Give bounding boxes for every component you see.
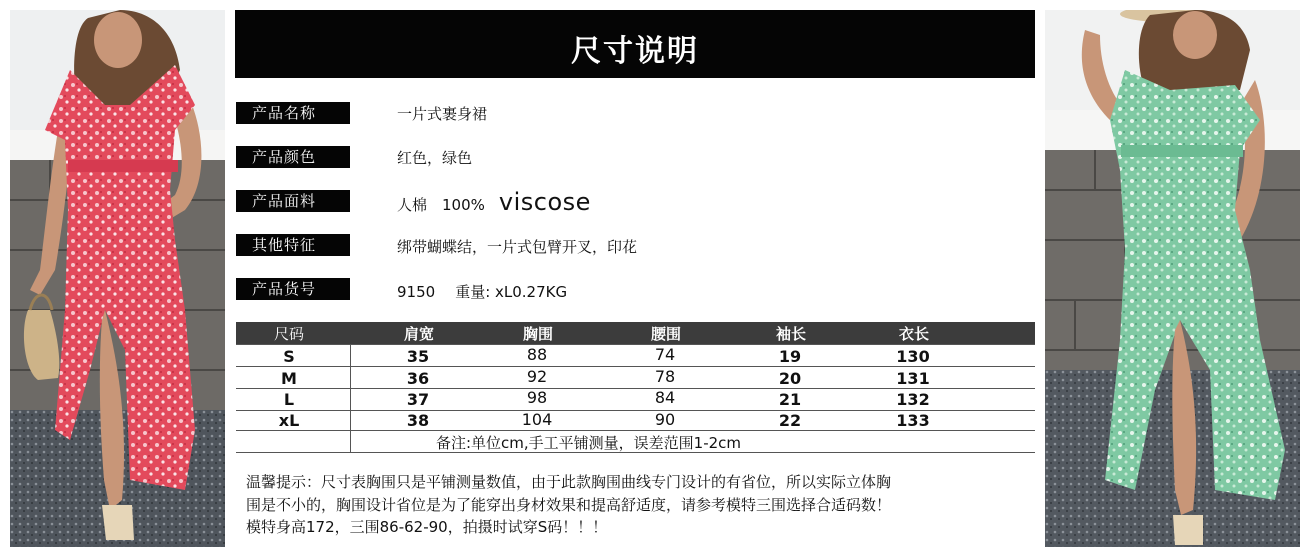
table-cell: 37 <box>406 390 430 409</box>
table-cell: S <box>283 347 295 366</box>
header-sleeve: 袖长 <box>775 325 807 343</box>
warm-tips <box>246 471 1016 539</box>
label-product-color: 产品颜色 <box>236 146 350 168</box>
value-product-fabric <box>397 188 591 216</box>
value-other-features: 绑带蝴蝶结，一片式包臂开叉，印花 <box>397 238 638 256</box>
tip-line: 温馨提示：尺寸表胸围只是平铺测量数值，由于此款胸围曲线专门设计的有省位，所以实际立体胸 <box>246 473 892 491</box>
page-title: 尺寸说明 <box>571 34 699 69</box>
header-length: 衣长 <box>898 325 930 343</box>
table-note: 备注:单位cm,手工平铺测量，误差范围1-2cm <box>436 434 742 452</box>
label-product-name: 产品名称 <box>236 102 350 124</box>
tip-line: 围是不小的，胸围设计省位是为了能穿出身材效果和提高舒适度，请参考模特三围选择合适码数！ <box>246 495 892 514</box>
header-bust: 胸围 <box>522 325 554 343</box>
table-cell: 22 <box>778 411 802 430</box>
label-other-features: 其他特征 <box>236 234 350 256</box>
table-cell: 90 <box>654 410 676 429</box>
table-rule <box>236 366 1035 367</box>
table-cell: 78 <box>654 367 676 386</box>
table-cell: 92 <box>526 367 548 386</box>
table-cell: 88 <box>526 345 548 364</box>
header-waist: 腰围 <box>650 325 682 343</box>
table-cell: 36 <box>406 369 430 388</box>
model-photo-green-dress <box>1045 10 1300 547</box>
table-cell: 98 <box>526 388 548 407</box>
sku-number: 9150 <box>397 283 436 301</box>
table-cell: 74 <box>654 345 676 364</box>
table-cell: 133 <box>896 411 930 430</box>
table-cell: 21 <box>778 390 802 409</box>
model-photo-red-dress <box>10 10 225 547</box>
table-cell: 84 <box>654 388 676 407</box>
value-product-sku <box>397 281 567 302</box>
table-column-divider <box>350 344 351 452</box>
table-cell: L <box>283 390 295 409</box>
fabric-english: viscose <box>498 188 591 216</box>
table-rule <box>236 430 1035 431</box>
table-rule <box>236 344 1035 345</box>
product-weight: 重量: xL0.27KG <box>455 283 568 301</box>
value-product-name: 一片式裹身裙 <box>397 105 488 123</box>
table-cell: 104 <box>521 410 553 429</box>
tip-line: 模特身高172，三围86-62-90，拍摄时试穿S码！！！ <box>246 518 608 536</box>
value-product-color: 红色，绿色 <box>397 149 473 167</box>
table-rule <box>236 388 1035 389</box>
size-table-header <box>236 322 1035 344</box>
table-cell: 38 <box>406 411 430 430</box>
header-size: 尺码 <box>273 325 305 343</box>
table-cell: 132 <box>896 390 930 409</box>
table-cell: 19 <box>778 347 802 366</box>
fabric-composition: 人棉 100% <box>397 196 485 214</box>
table-cell: 20 <box>778 369 802 388</box>
table-cell: xL <box>278 411 300 430</box>
title-banner <box>235 10 1035 78</box>
table-cell: 35 <box>406 347 430 366</box>
label-product-fabric: 产品面料 <box>236 190 350 212</box>
table-cell: 131 <box>896 369 930 388</box>
header-shoulder: 肩宽 <box>403 325 435 343</box>
label-product-sku: 产品货号 <box>236 278 350 300</box>
table-cell: M <box>281 369 297 388</box>
table-cell: 130 <box>896 347 930 366</box>
